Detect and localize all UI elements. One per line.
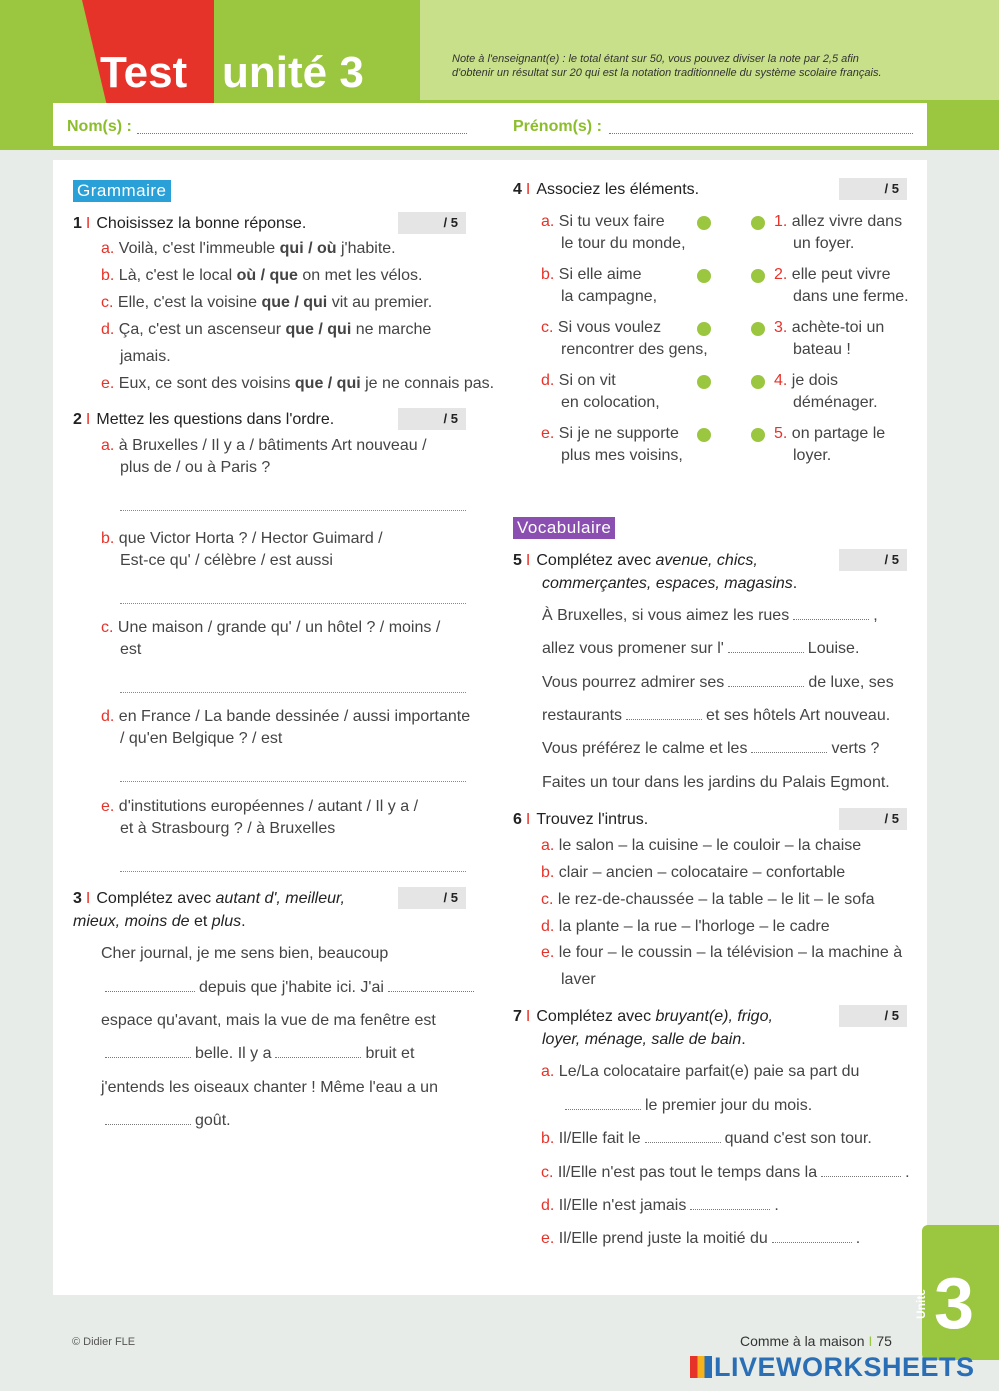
item-number: 3. bbox=[774, 319, 788, 336]
match-dot-right[interactable] bbox=[751, 375, 765, 389]
ex3-line bbox=[101, 1077, 438, 1099]
ex1-item bbox=[101, 319, 431, 341]
fill-blank[interactable] bbox=[275, 1057, 361, 1058]
item-words: à Bruxelles / Il y a / bâtiments Art nouveau / bbox=[118, 437, 427, 454]
text-run: Faites un tour dans les jardins du Palais Egmont. bbox=[542, 774, 890, 791]
item-letter: d. bbox=[101, 708, 115, 725]
ex1-item bbox=[101, 373, 494, 395]
ex4-left-item bbox=[541, 423, 679, 445]
ex4-right-item bbox=[774, 317, 884, 339]
item-letter: c. bbox=[541, 891, 554, 908]
item-letter: a. bbox=[101, 437, 115, 454]
ex2-item-cont bbox=[120, 728, 282, 750]
item-letter: d. bbox=[541, 372, 555, 389]
item-words: Est-ce qu' / célèbre / est aussi bbox=[120, 552, 333, 569]
ex6-item[interactable] bbox=[541, 942, 902, 964]
text-run: allez vous promener sur l' bbox=[542, 640, 724, 657]
choice-options[interactable]: que / qui bbox=[285, 321, 352, 338]
ex4-left-cont bbox=[561, 445, 683, 467]
ex6-item[interactable] bbox=[541, 916, 830, 938]
ex7-score[interactable]: / 5 bbox=[839, 1005, 907, 1027]
ex1-title: 1 I Choisissez la bonne réponse. bbox=[73, 215, 307, 232]
ex3-score[interactable]: / 5 bbox=[398, 887, 466, 909]
ex4-left-cont bbox=[561, 392, 660, 414]
fill-blank[interactable] bbox=[105, 1124, 191, 1125]
ex7-item bbox=[541, 1128, 872, 1150]
ex2-score[interactable]: / 5 bbox=[398, 408, 466, 430]
choice-options[interactable]: que / qui bbox=[294, 375, 361, 392]
item-text: je dois bbox=[791, 372, 839, 389]
ex4-left-cont bbox=[561, 339, 708, 361]
ex4-right-cont bbox=[793, 445, 831, 467]
ex1-item bbox=[101, 265, 422, 287]
item-letter: a. bbox=[101, 240, 115, 257]
ex6-item[interactable] bbox=[541, 835, 861, 857]
text-run: verts ? bbox=[831, 740, 880, 757]
ex7-item bbox=[541, 1061, 859, 1083]
text-run: Vous préférez le calme et les bbox=[542, 740, 748, 757]
ex2-item bbox=[101, 435, 427, 457]
ex5-title: 5 I Complétez avec avenue, chics, commerçantes, espaces, magasins. bbox=[513, 552, 798, 592]
item-text: Voilà, c'est l'immeuble bbox=[118, 240, 280, 257]
item-letter: e. bbox=[541, 1230, 555, 1247]
text-run: depuis que j'habite ici. J'ai bbox=[199, 979, 384, 996]
fill-blank[interactable] bbox=[105, 1057, 191, 1058]
unit-number: 3 bbox=[934, 1264, 975, 1344]
item-letter: d. bbox=[541, 918, 555, 935]
fill-blank[interactable] bbox=[388, 991, 474, 992]
fill-blank[interactable] bbox=[793, 619, 869, 620]
match-dot-right[interactable] bbox=[751, 216, 765, 230]
text-run: restaurants bbox=[542, 707, 623, 724]
prenom-label: Prénom(s) : bbox=[513, 118, 602, 135]
ex5-line bbox=[542, 705, 890, 727]
item-words: le four – le coussin – la télévision – la machine à bbox=[558, 944, 903, 961]
nom-label: Nom(s) : bbox=[67, 118, 132, 135]
ex4-score[interactable]: / 5 bbox=[839, 178, 907, 200]
ex5-line bbox=[542, 738, 879, 760]
ex4-left-item bbox=[541, 317, 661, 339]
item-text: déménager. bbox=[793, 394, 878, 411]
item-letter: b. bbox=[541, 266, 555, 283]
ex6-item[interactable] bbox=[541, 862, 845, 884]
ex2-item bbox=[101, 528, 383, 550]
ex3-line bbox=[101, 1043, 414, 1065]
ex4-right-item bbox=[774, 370, 838, 392]
grammaire-badge: Grammaire bbox=[73, 180, 171, 202]
item-words: que Victor Horta ? / Hector Guimard / bbox=[118, 530, 383, 547]
text-run: Il/Elle n'est jamais bbox=[558, 1197, 687, 1214]
ex7-item bbox=[541, 1162, 910, 1184]
text-run: Il/Elle n'est pas tout le temps dans la bbox=[557, 1164, 818, 1181]
item-number: 2. bbox=[774, 266, 788, 283]
text-run: Cher journal, je me sens bien, beaucoup bbox=[101, 945, 389, 962]
ex4-left-item bbox=[541, 370, 616, 392]
teacher-note: Note à l'enseignant(e) : le total étant sur 50, vous pouvez diviser la note par 2,5 afin d'obtenir un résultat sur 20 qui est la notation traditionnelle du système scolaire français. bbox=[452, 53, 882, 79]
item-words: en France / La bande dessinée / aussi importante bbox=[118, 708, 471, 725]
item-letter: a. bbox=[541, 1063, 555, 1080]
page-footer: Comme à la maison I 75 bbox=[740, 1333, 892, 1349]
item-letter: b. bbox=[541, 864, 555, 881]
item-text: Là, c'est le local bbox=[118, 267, 237, 284]
ex2-item bbox=[101, 617, 440, 639]
ex2-item-cont bbox=[120, 457, 270, 479]
copyright: © Didier FLE bbox=[72, 1336, 136, 1348]
match-dot-right[interactable] bbox=[751, 269, 765, 283]
fill-blank[interactable] bbox=[728, 652, 804, 653]
ex6-title: 6 I Trouvez l'intrus. bbox=[513, 811, 649, 828]
match-dot-left[interactable] bbox=[697, 322, 711, 336]
fill-blank[interactable] bbox=[626, 719, 702, 720]
ex3-line bbox=[101, 977, 478, 999]
item-words: plus de / ou à Paris ? bbox=[120, 459, 271, 476]
liveworksheets-icon bbox=[690, 1356, 712, 1378]
ex1-item bbox=[101, 292, 432, 314]
item-text: Eux, ce sont des voisins bbox=[118, 375, 295, 392]
ex4-right-item bbox=[774, 423, 885, 445]
header-band-light bbox=[420, 0, 999, 100]
item-text: Si on vit bbox=[558, 372, 616, 389]
vocabulaire-badge: Vocabulaire bbox=[513, 517, 615, 539]
ex5-score[interactable]: / 5 bbox=[839, 549, 907, 571]
item-letter: b. bbox=[101, 267, 115, 284]
ex7-item bbox=[541, 1195, 779, 1217]
item-text: Si vous voulez bbox=[557, 319, 662, 336]
item-words: d'institutions européennes / autant / Il y a / bbox=[118, 798, 419, 815]
item-text: Si je ne supporte bbox=[558, 425, 679, 442]
item-text: plus mes voisins, bbox=[561, 447, 683, 464]
item-text-end: vit au premier. bbox=[327, 294, 433, 311]
ex2-answer-line[interactable] bbox=[120, 781, 466, 782]
text-run: Vous pourrez admirer ses bbox=[542, 674, 725, 691]
fill-blank[interactable] bbox=[751, 752, 827, 753]
ex4-left-item bbox=[541, 211, 665, 233]
fill-blank[interactable] bbox=[728, 686, 804, 687]
ex4-right-item bbox=[774, 211, 902, 233]
item-text: bateau ! bbox=[793, 341, 851, 358]
ex2-title: 2 I Mettez les questions dans l'ordre. bbox=[73, 411, 335, 428]
ex4-right-cont bbox=[793, 286, 909, 308]
title-test: Test bbox=[100, 48, 188, 97]
ex3-line bbox=[101, 1110, 231, 1132]
item-number: 5. bbox=[774, 425, 788, 442]
item-number: 1. bbox=[774, 213, 788, 230]
choice-options[interactable]: que / qui bbox=[261, 294, 328, 311]
ex1-item bbox=[120, 346, 171, 368]
item-text: un foyer. bbox=[793, 235, 855, 252]
ex6-item[interactable] bbox=[541, 889, 875, 911]
item-number: 4. bbox=[774, 372, 788, 389]
item-text: le tour du monde, bbox=[561, 235, 686, 252]
ex4-right-cont bbox=[793, 339, 851, 361]
ex2-answer-line[interactable] bbox=[120, 692, 466, 693]
name-bar bbox=[53, 103, 927, 150]
item-words: le rez-de-chaussée – la table – le lit – le sofa bbox=[557, 891, 875, 908]
ex3-line bbox=[101, 943, 388, 965]
ex4-left-item bbox=[541, 264, 642, 286]
ex4-right-item bbox=[774, 264, 891, 286]
ex2-item bbox=[101, 706, 470, 728]
fill-blank[interactable] bbox=[821, 1176, 901, 1177]
text-run: , bbox=[873, 607, 878, 624]
item-letter: d. bbox=[541, 1197, 555, 1214]
item-letter: e. bbox=[101, 375, 115, 392]
match-dot-right[interactable] bbox=[751, 428, 765, 442]
item-words: / qu'en Belgique ? / est bbox=[120, 730, 283, 747]
fill-blank[interactable] bbox=[565, 1109, 641, 1110]
item-words: est bbox=[120, 641, 142, 658]
item-letter: e. bbox=[541, 425, 555, 442]
item-text: jamais. bbox=[120, 348, 171, 365]
ex5-line bbox=[542, 605, 878, 627]
item-text: la campagne, bbox=[561, 288, 658, 305]
text-run: de luxe, ses bbox=[808, 674, 894, 691]
ex6-score[interactable]: / 5 bbox=[839, 808, 907, 830]
fill-blank[interactable] bbox=[645, 1142, 721, 1143]
fill-blank[interactable] bbox=[690, 1209, 770, 1210]
item-letter: e. bbox=[101, 798, 115, 815]
ex2-answer-line[interactable] bbox=[120, 871, 466, 872]
match-dot-left[interactable] bbox=[697, 428, 711, 442]
text-run: Il/Elle fait le bbox=[558, 1130, 641, 1147]
unit-word: Unité bbox=[914, 1289, 928, 1319]
title-unite: unité 3 bbox=[222, 48, 364, 97]
text-run: et ses hôtels Art nouveau. bbox=[706, 707, 891, 724]
item-text-end: on met les vélos. bbox=[297, 267, 423, 284]
ex4-right-cont bbox=[793, 233, 854, 255]
ex4-left-cont bbox=[561, 286, 657, 308]
item-text-end: ne marche bbox=[351, 321, 432, 338]
ex3-title: 3 I Complétez avec autant d', meilleur, mieux, moins de et plus. bbox=[73, 890, 345, 930]
text-run: quand c'est son tour. bbox=[724, 1130, 872, 1147]
nom-field[interactable] bbox=[137, 133, 467, 134]
fill-blank[interactable] bbox=[772, 1242, 852, 1243]
item-text: Elle, c'est la voisine bbox=[117, 294, 262, 311]
ex2-answer-line[interactable] bbox=[120, 510, 466, 511]
item-letter: a. bbox=[541, 837, 555, 854]
ex5-line bbox=[542, 638, 859, 660]
text-run: Louise. bbox=[807, 640, 860, 657]
item-letter: c. bbox=[541, 1164, 554, 1181]
item-letter: b. bbox=[541, 1130, 555, 1147]
item-words: la plante – la rue – l'horloge – le cadre bbox=[558, 918, 830, 935]
item-text: dans une ferme. bbox=[793, 288, 909, 305]
ex1-score[interactable]: / 5 bbox=[398, 212, 466, 234]
text-run: le premier jour du mois. bbox=[645, 1097, 813, 1114]
item-words: Une maison / grande qu' / un hôtel ? / moins / bbox=[117, 619, 441, 636]
item-letter: d. bbox=[101, 321, 115, 338]
item-words: le salon – la cuisine – le couloir – la chaise bbox=[558, 837, 862, 854]
ex4-left-cont bbox=[561, 233, 686, 255]
ex2-item-cont bbox=[120, 639, 141, 661]
item-letter: c. bbox=[101, 294, 114, 311]
item-words: laver bbox=[561, 971, 596, 988]
item-letter: e. bbox=[541, 944, 555, 961]
ex5-line bbox=[542, 772, 890, 794]
text-run: Il/Elle prend juste la moitié du bbox=[558, 1230, 768, 1247]
match-dot-left[interactable] bbox=[697, 269, 711, 283]
ex7-item bbox=[561, 1095, 812, 1117]
ex4-title: 4 I Associez les éléments. bbox=[513, 181, 700, 198]
ex5-line bbox=[542, 672, 894, 694]
text-run: . bbox=[855, 1230, 861, 1247]
item-letter: a. bbox=[541, 213, 555, 230]
match-dot-right[interactable] bbox=[751, 322, 765, 336]
liveworksheets-logo: LIVEWORKSHEETS bbox=[690, 1352, 975, 1383]
text-run: À Bruxelles, si vous aimez les rues bbox=[542, 607, 790, 624]
ex2-answer-line[interactable] bbox=[120, 603, 466, 604]
ex7-item bbox=[541, 1228, 860, 1250]
choice-options[interactable]: où / que bbox=[236, 267, 298, 284]
item-words: et à Strasbourg ? / à Bruxelles bbox=[120, 820, 336, 837]
item-text: rencontrer des gens, bbox=[561, 341, 708, 358]
prenom-field[interactable] bbox=[609, 133, 913, 134]
item-text: elle peut vivre bbox=[791, 266, 891, 283]
item-letter: c. bbox=[541, 319, 554, 336]
text-run: Le/La colocataire parfait(e) paie sa part du bbox=[558, 1063, 860, 1080]
item-text: on partage le bbox=[791, 425, 886, 442]
item-text: Si elle aime bbox=[558, 266, 642, 283]
match-dot-left[interactable] bbox=[697, 375, 711, 389]
item-text-end: je ne connais pas. bbox=[360, 375, 495, 392]
item-letter: c. bbox=[101, 619, 114, 636]
item-text: allez vivre dans bbox=[791, 213, 903, 230]
item-text: achète-toi un bbox=[791, 319, 885, 336]
ex2-item-cont bbox=[120, 550, 333, 572]
item-text: Si tu veux faire bbox=[558, 213, 665, 230]
item-words: clair – ancien – colocataire – confortable bbox=[558, 864, 846, 881]
item-text-end: j'habite. bbox=[336, 240, 396, 257]
fill-blank[interactable] bbox=[105, 991, 195, 992]
ex2-item-cont bbox=[120, 818, 335, 840]
ex1-item bbox=[101, 238, 396, 260]
text-run: goût. bbox=[195, 1112, 231, 1129]
item-letter: b. bbox=[101, 530, 115, 547]
text-run: . bbox=[905, 1164, 910, 1181]
unit-tab bbox=[914, 1225, 999, 1360]
match-dot-left[interactable] bbox=[697, 216, 711, 230]
text-run: espace qu'avant, mais la vue de ma fenêtre est bbox=[101, 1012, 436, 1029]
item-text: en colocation, bbox=[561, 394, 660, 411]
ex3-line bbox=[101, 1010, 436, 1032]
worksheet bbox=[53, 160, 927, 1295]
choice-options[interactable]: qui / où bbox=[279, 240, 337, 257]
ex4-right-cont bbox=[793, 392, 878, 414]
text-run: j'entends les oiseaux chanter ! Même l'eau a un bbox=[101, 1079, 438, 1096]
ex6-item bbox=[561, 969, 596, 991]
text-run: bruit et bbox=[365, 1045, 415, 1062]
text-run: . bbox=[774, 1197, 779, 1214]
ex7-title: 7 I Complétez avec bruyant(e), frigo, loyer, ménage, salle de bain. bbox=[513, 1008, 773, 1048]
text-run: belle. Il y a bbox=[195, 1045, 272, 1062]
ex2-item bbox=[101, 796, 418, 818]
item-text: Ça, c'est un ascenseur bbox=[118, 321, 286, 338]
item-text: loyer. bbox=[793, 447, 832, 464]
